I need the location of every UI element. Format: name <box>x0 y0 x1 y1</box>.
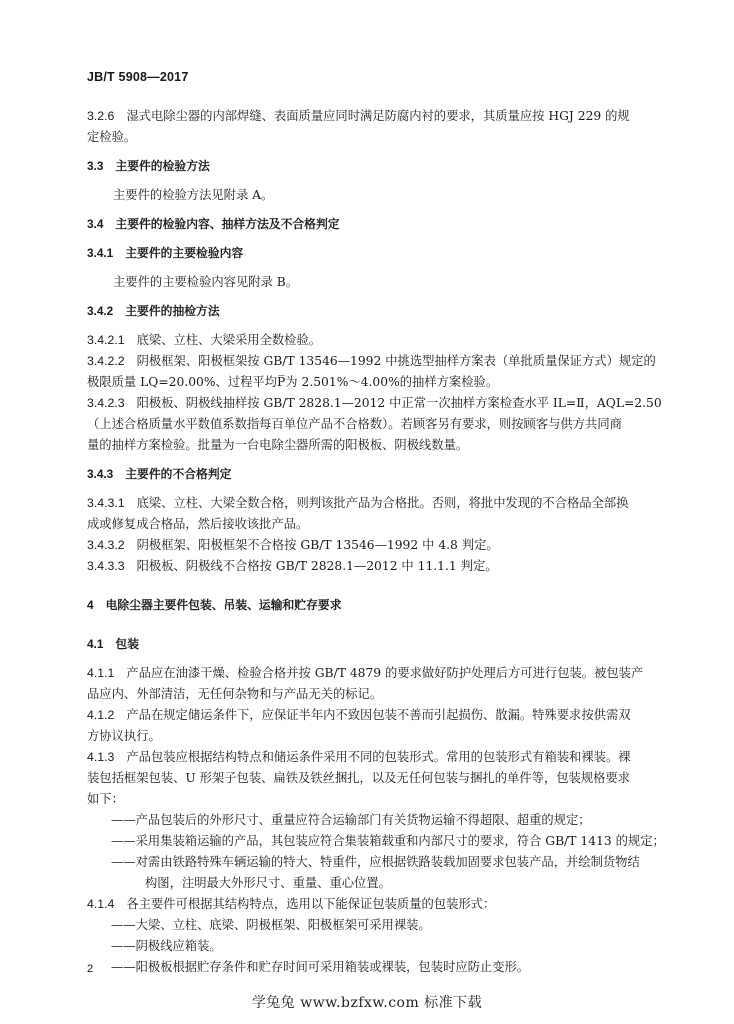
clause-number: 3.2.6 <box>87 109 115 123</box>
heading-text: 主要件的检验内容、抽样方法及不合格判定 <box>115 217 340 231</box>
clause-3-4-3-2 <box>87 535 667 556</box>
clause-3-2-6 <box>87 106 667 127</box>
clause-text-cont: （上述合格质量水平数值系数指每百单位产品不合格数）。若顾客另有要求，则按顾客与供方共同商 <box>87 417 622 431</box>
paragraph: 主要件的主要检验内容见附录 B。 <box>113 275 299 289</box>
clause-4-1-2 <box>87 705 667 726</box>
clause-text: 阳极板、阴极线不合格按 GB/T 2828.1—2012 中 11.1.1 判定。 <box>136 559 498 573</box>
clause-text-cont: 装包括框架包装、U 形架子包装、扁铁及铁丝捆扎，以及无任何包装与捆扎的单件等，包装规格要求 <box>87 771 631 785</box>
clause-3-4-2-2 <box>87 351 667 372</box>
dash-item: ——对需由铁路特殊车辆运输的特大、特重件，应根据铁路装载加固要求包装产品，并绘制货物结 <box>111 855 640 869</box>
dash-item: ——大梁、立柱、底梁、阴极框架、阳极框架可采用裸装。 <box>111 918 431 932</box>
clause-text-cont: 成或修复成合格品，然后接收该批产品。 <box>87 517 309 531</box>
clause-4-1-3 <box>87 747 667 768</box>
clause-number: 3.4.2.1 <box>87 333 125 347</box>
clause-text: 产品应在油漆干燥、检验合格并按 GB/T 4879 的要求做好防护处理后方可进行包装。被包装产 <box>126 666 644 680</box>
clause-text: 产品在规定储运条件下，应保证半年内不致因包装不善而引起损伤、散漏。特殊要求按供需双 <box>126 708 631 722</box>
clause-3-4-2-1 <box>87 330 667 351</box>
clause-number: 3.4.3.1 <box>87 496 125 510</box>
clause-text-cont: 定检验。 <box>87 130 137 144</box>
heading-number: 4 <box>87 598 94 612</box>
heading-3-4-1 <box>87 243 667 264</box>
heading-text: 主要件的抽检方法 <box>125 304 220 318</box>
dash-item: ——采用集装箱运输的产品，其包装应符合集装箱载重和内部尺寸的要求，符合 GB/T 1413 的规定； <box>111 834 665 848</box>
clause-text-cont: 品应内、外部清洁，无任何杂物和与产品无关的标记。 <box>87 687 383 701</box>
footer-watermark: 学兔兔 www.bzfxw.com 标准下载 <box>251 995 483 1011</box>
clause-text-cont: 方协议执行。 <box>87 729 161 743</box>
clause-3-4-3-3 <box>87 556 667 577</box>
dash-item: ——阳极板根据贮存条件和贮存时间可采用箱装或裸装，包装时应防止变形。 <box>111 960 530 974</box>
clause-text-cont: 量的抽样方案检验。批量为一台电除尘器所需的阳极板、阴极线数量。 <box>87 438 469 452</box>
clause-text: 湿式电除尘器的内部焊缝、表面质量应同时满足防腐内衬的要求，其质量应按 HGJ 229 的规 <box>126 109 630 123</box>
clause-text: 阴极框架、阳极框架按 GB/T 13546—1992 中挑选型抽样方案表（单批质量保证方式）规定的 <box>136 354 656 368</box>
heading-number: 3.4.2 <box>87 304 114 318</box>
dash-item: ——产品包装后的外形尺寸、重量应符合运输部门有关货物运输不得超限、超重的规定； <box>111 813 591 827</box>
clause-text: 阳极板、阴极线抽样按 GB/T 2828.1—2012 中正常一次抽样方案检查水平 IL=Ⅱ，AQL=2.50 <box>136 396 662 410</box>
dash-item-cont: 构图，注明最大外形尺寸、重量、重心位置。 <box>145 876 391 890</box>
heading-text: 包装 <box>115 637 140 651</box>
page-number: 2 <box>87 963 94 975</box>
clause-number: 3.4.2.2 <box>87 354 125 368</box>
heading-3-3 <box>87 156 667 177</box>
document-code: JB/T 5908—2017 <box>87 70 189 84</box>
clause-number: 3.4.3.3 <box>87 559 125 573</box>
heading-4 <box>87 595 667 616</box>
heading-number: 3.4.1 <box>87 246 114 260</box>
dash-item: ——阴极线应箱装。 <box>111 939 222 953</box>
clause-text: 产品包装应根据结构特点和储运条件采用不同的包装形式。常用的包装形式有箱装和裸装。裸 <box>126 750 631 764</box>
clause-number: 4.1.3 <box>87 750 115 764</box>
heading-text: 主要件的不合格判定 <box>125 467 232 481</box>
heading-4-1 <box>87 634 667 655</box>
heading-number: 4.1 <box>87 637 104 651</box>
clause-number: 3.4.2.3 <box>87 396 125 410</box>
clause-text: 底梁、立柱、大梁全数合格，则判该批产品为合格批。否则，将批中发现的不合格品全部换 <box>136 496 629 510</box>
clause-4-1-1 <box>87 663 667 684</box>
heading-number: 3.3 <box>87 159 104 173</box>
clause-text: 底梁、立柱、大梁采用全数检验。 <box>136 333 322 347</box>
heading-text: 主要件的主要检验内容 <box>125 246 244 260</box>
paragraph: 主要件的检验方法见附录 A。 <box>113 188 274 202</box>
heading-number: 3.4.3 <box>87 467 114 481</box>
heading-3-4-2 <box>87 301 667 322</box>
clause-number: 4.1.4 <box>87 897 115 911</box>
clause-text-cont: 极限质量 LQ=20.00%、过程平均P̅为 2.501%～4.00%的抽样方案检验。 <box>87 375 499 389</box>
heading-text: 主要件的检验方法 <box>115 159 210 173</box>
clause-number: 3.4.3.2 <box>87 538 125 552</box>
clause-4-1-4 <box>87 894 667 915</box>
clause-text-cont: 如下： <box>87 792 124 806</box>
clause-number: 4.1.2 <box>87 708 115 722</box>
heading-number: 3.4 <box>87 217 104 231</box>
clause-3-4-2-3 <box>87 393 667 414</box>
clause-3-4-3-1 <box>87 493 667 514</box>
clause-text: 各主要件可根据其结构特点，选用以下能保证包装质量的包装形式： <box>126 897 496 911</box>
clause-number: 4.1.1 <box>87 666 115 680</box>
clause-text: 阴极框架、阳极框架不合格按 GB/T 13546—1992 中 4.8 判定。 <box>136 538 499 552</box>
heading-text: 电除尘器主要件包装、吊装、运输和贮存要求 <box>105 598 342 612</box>
heading-3-4 <box>87 214 667 235</box>
document-body <box>87 106 667 978</box>
heading-3-4-3 <box>87 464 667 485</box>
